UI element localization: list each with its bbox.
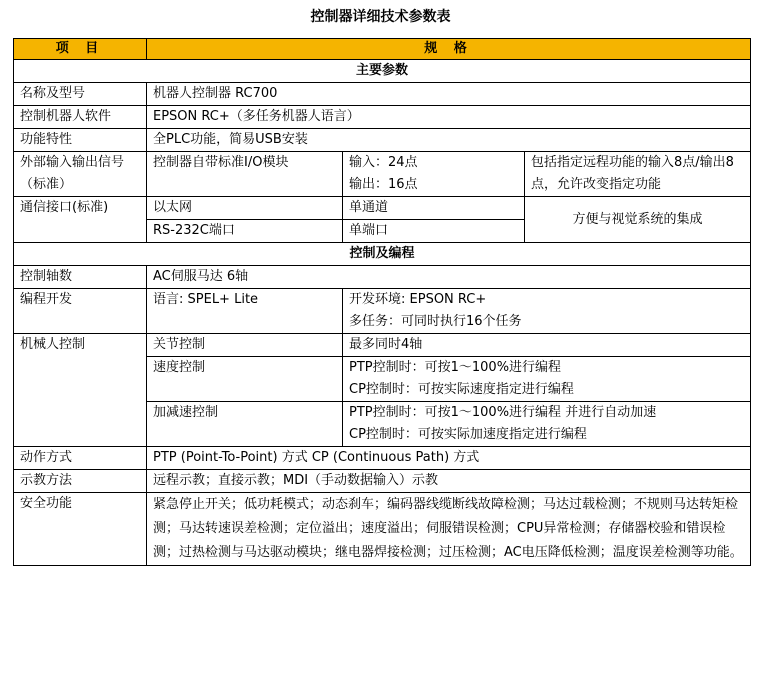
table-row xyxy=(14,197,751,220)
row-value: AC伺服马达 6轴 xyxy=(147,266,751,289)
prog-multi: 多任务：可同时执行16个任务 xyxy=(349,314,522,329)
row-note: 包括指定远程功能的输入8点/输出8点，允许改变指定功能 xyxy=(525,152,751,197)
table-title: 控制器详细技术参数表 xyxy=(310,9,451,25)
row-value: EPSON RC+（多任务机器人语言） xyxy=(147,106,751,129)
table-row xyxy=(14,493,751,566)
section-main-params: 主要参数 xyxy=(14,60,751,83)
row-value: 关节控制 xyxy=(147,334,343,357)
row-value: 加减速控制 xyxy=(147,402,343,447)
row-value xyxy=(343,152,525,197)
table-row xyxy=(14,83,751,106)
row-label: 名称及型号 xyxy=(14,83,147,106)
row-value xyxy=(343,402,751,447)
row-note: 方便与视觉系统的集成 xyxy=(525,197,751,243)
row-label: 控制轴数 xyxy=(14,266,147,289)
header-item: 项 目 xyxy=(14,39,147,60)
header-spec: 规 格 xyxy=(147,39,751,60)
row-label: 功能特性 xyxy=(14,129,147,152)
row-value: 速度控制 xyxy=(147,357,343,402)
table-row xyxy=(14,129,751,152)
row-label: 机械人控制 xyxy=(14,334,147,447)
row-value: 单通道 xyxy=(343,197,525,220)
table-row xyxy=(14,470,751,493)
row-label: 外部输入输出信号（标准） xyxy=(14,152,147,197)
row-label: 通信接口(标准) xyxy=(14,197,147,243)
accel-ptp: PTP控制时：可按1～100%进行编程 并进行自动加速 xyxy=(349,405,657,420)
row-value xyxy=(343,289,751,334)
row-value: 以太网 xyxy=(147,197,343,220)
io-input: 输入：24点 xyxy=(349,155,418,170)
spec-table xyxy=(13,38,751,566)
prog-env: 开发环境: EPSON RC+ xyxy=(349,292,487,307)
row-value: PTP (Point-To-Point) 方式 CP (Continuous Path) 方式 xyxy=(147,447,751,470)
table-row xyxy=(14,266,751,289)
speed-ptp: PTP控制时：可按1～100%进行编程 xyxy=(349,360,562,375)
table-row xyxy=(14,447,751,470)
table-row xyxy=(14,289,751,334)
row-value: 紧急停止开关；低功耗模式；动态刹车；编码器线缆断线故障检测；马达过载检测；不规则马达转矩检测；马达转速误差检测；定位溢出；速度溢出；伺服错误检测；CPU异常检测；存储器校验和错误检测；过热检测与马达驱动模块；继电器焊接检测；过压检测；AC电压降低检测；温度误差检测等功能。 xyxy=(147,493,751,566)
section-control-programming: 控制及编程 xyxy=(14,243,751,266)
table-row xyxy=(14,334,751,357)
table-row xyxy=(14,106,751,129)
row-label: 示教方法 xyxy=(14,470,147,493)
row-label: 安全功能 xyxy=(14,493,147,566)
row-label: 编程开发 xyxy=(14,289,147,334)
row-value: 机器人控制器 RC700 xyxy=(147,83,751,106)
accel-cp: CP控制时：可按实际加速度指定进行编程 xyxy=(349,427,587,442)
row-value: 远程示教；直接示教；MDI（手动数据输入）示教 xyxy=(147,470,751,493)
row-value: RS-232C端口 xyxy=(147,220,343,243)
row-value: 最多同时4轴 xyxy=(343,334,751,357)
row-label: 控制机器人软件 xyxy=(14,106,147,129)
io-output: 输出：16点 xyxy=(349,177,418,192)
row-value: 语言: SPEL+ Lite xyxy=(147,289,343,334)
row-value: 单端口 xyxy=(343,220,525,243)
row-value: 控制器自带标准I/O模块 xyxy=(147,152,343,197)
row-value: 全PLC功能，简易USB安装 xyxy=(147,129,751,152)
row-label: 动作方式 xyxy=(14,447,147,470)
header-row xyxy=(14,39,751,60)
table-row xyxy=(14,152,751,197)
speed-cp: CP控制时：可按实际速度指定进行编程 xyxy=(349,382,574,397)
row-value xyxy=(343,357,751,402)
